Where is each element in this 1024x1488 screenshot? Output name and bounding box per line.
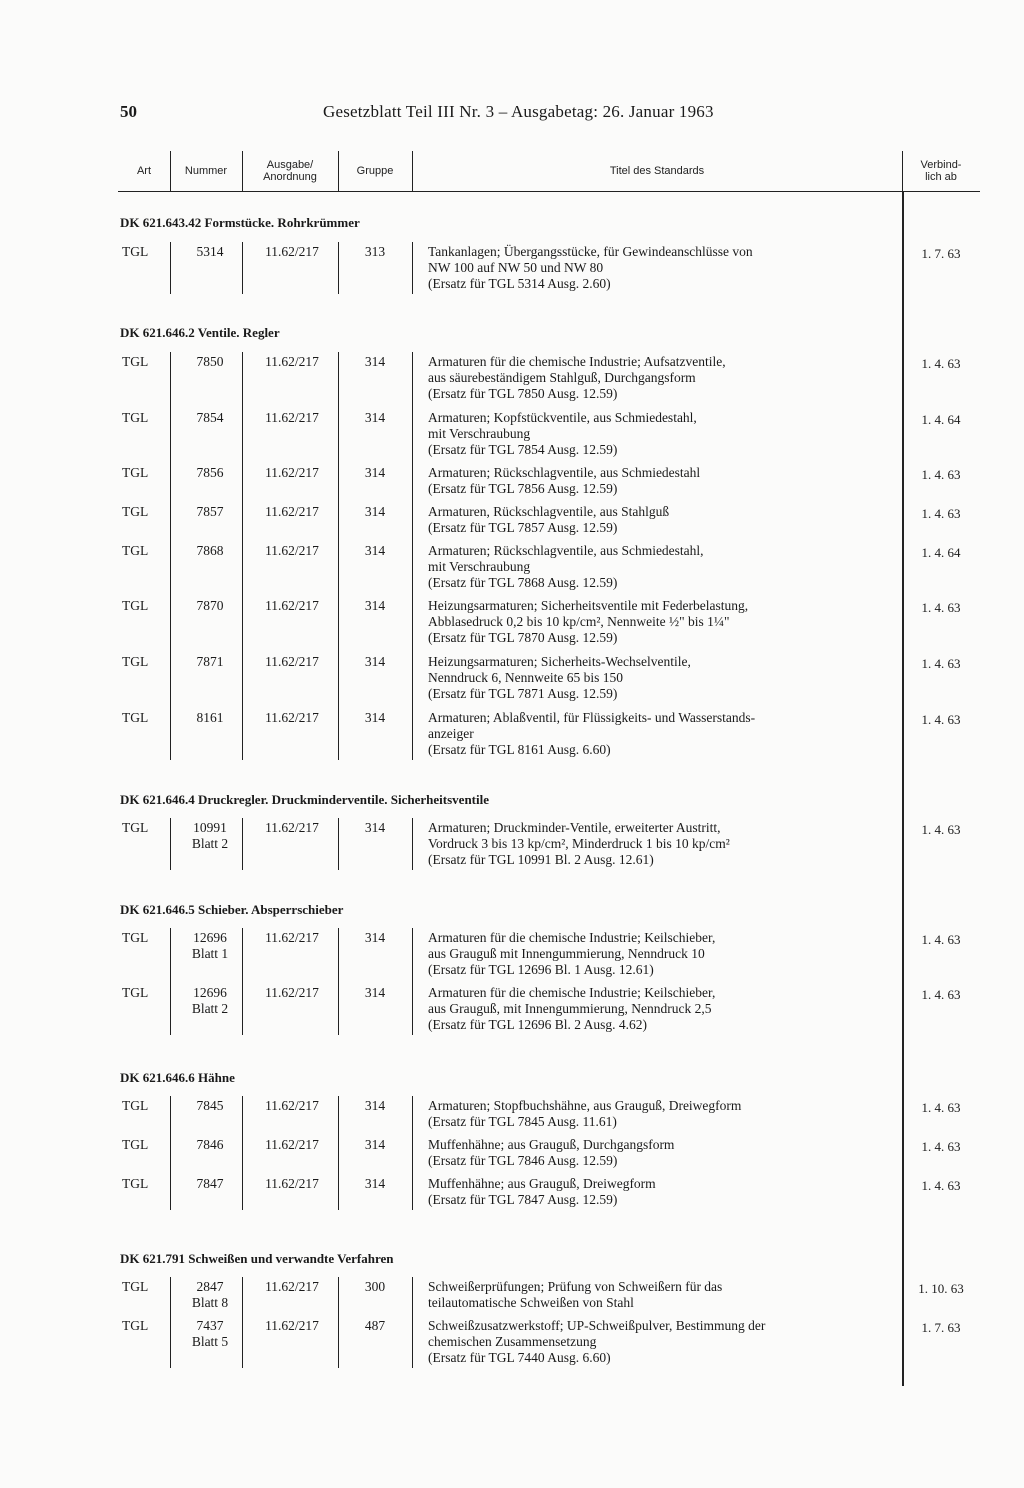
title-line: (Ersatz für TGL 12696 Bl. 1 Ausg. 12.61) (428, 962, 654, 977)
title-line: Abblasedruck 0,2 bis 10 kp/cm², Nennweite ½" bis 1¼" (428, 614, 730, 629)
table-row (118, 465, 980, 497)
title-line: Armaturen, Rückschlagventile, aus Stahlguß (428, 504, 670, 519)
nummer-sheet: Blatt 8 (191, 1295, 229, 1310)
nummer-value: 10991 (193, 820, 227, 835)
title-line: (Ersatz für TGL 7850 Ausg. 12.59) (428, 386, 618, 401)
column-divider (170, 928, 171, 1035)
column-divider (338, 1096, 339, 1210)
column-divider (338, 818, 339, 870)
title-line: (Ersatz für TGL 7846 Ausg. 12.59) (428, 1153, 618, 1168)
section-heading: DK 621.646.2 Ventile. Regler (120, 325, 280, 340)
column-divider (338, 928, 339, 1035)
gruppe-cell: 314 (364, 1137, 386, 1152)
title-line: (Ersatz für TGL 7868 Ausg. 12.59) (428, 575, 618, 590)
verbindlich-date: 1. 4. 63 (921, 712, 961, 727)
title-line: (Ersatz für TGL 7845 Ausg. 11.61) (428, 1114, 617, 1129)
title-cell (428, 244, 888, 292)
title-line: Armaturen; Rückschlagventile, aus Schmiedestahl, (428, 543, 704, 558)
verbindlich-date: 1. 4. 64 (921, 545, 961, 560)
column-header-verbindlich-line1: Verbind- (920, 159, 962, 171)
art-cell: TGL (122, 1176, 149, 1191)
column-divider (412, 151, 413, 191)
gruppe-cell: 314 (364, 543, 386, 558)
nummer-value: 7854 (196, 410, 224, 425)
title-line: Armaturen für die chemische Industrie; Keilschieber, (428, 930, 716, 945)
ausgabe-cell: 11.62/217 (265, 1137, 319, 1152)
title-line: Nenndruck 6, Nennweite 65 bis 150 (428, 670, 623, 685)
verbindlich-date: 1. 4. 63 (921, 932, 961, 947)
column-divider (412, 818, 413, 870)
table-row (118, 244, 980, 292)
ausgabe-cell: 11.62/217 (265, 930, 319, 945)
column-divider (242, 1096, 243, 1210)
verbindlich-date: 1. 4. 63 (921, 1100, 961, 1115)
verbindlich-date: 1. 4. 64 (921, 412, 961, 427)
nummer-value: 7846 (196, 1137, 224, 1152)
verbindlich-date: 1. 7. 63 (921, 1320, 961, 1335)
art-cell: TGL (122, 820, 149, 835)
table-row (118, 598, 980, 646)
nummer-cell (174, 985, 246, 1017)
gruppe-cell: 314 (364, 1176, 386, 1191)
nummer-cell (174, 930, 246, 962)
ausgabe-cell: 11.62/217 (265, 410, 319, 425)
nummer-value: 2847 (196, 1279, 224, 1294)
art-cell: TGL (122, 1279, 149, 1294)
art-cell: TGL (122, 1318, 149, 1333)
ausgabe-cell: 11.62/217 (265, 985, 319, 1000)
ausgabe-cell: 11.62/217 (265, 1279, 319, 1294)
table-row (118, 985, 980, 1033)
title-line: Armaturen; Druckminder-Ventile, erweiterter Austritt, (428, 820, 721, 835)
column-divider (242, 928, 243, 1035)
column-header-gruppe: Gruppe (356, 165, 394, 177)
title-line: Armaturen; Kopfstückventile, aus Schmiedestahl, (428, 410, 697, 425)
title-cell (428, 465, 888, 497)
title-line: aus Grauguß mit Innengummierung, Nenndruck 10 (428, 946, 705, 961)
gruppe-cell: 314 (364, 410, 386, 425)
nummer-cell (174, 1176, 246, 1192)
title-cell (428, 1137, 888, 1169)
table-row (118, 1318, 980, 1366)
column-divider (412, 352, 413, 760)
verbindlich-date: 1. 4. 63 (921, 656, 961, 671)
table-row (118, 1176, 980, 1208)
title-cell (428, 543, 888, 591)
nummer-sheet: Blatt 5 (191, 1334, 229, 1349)
column-divider (170, 352, 171, 760)
title-line: (Ersatz für TGL 7440 Ausg. 6.60) (428, 1350, 611, 1365)
column-divider (338, 242, 339, 294)
title-line: Armaturen für die chemische Industrie; Aufsatzventile, (428, 354, 726, 369)
nummer-cell (174, 543, 246, 559)
title-line: Muffenhähne; aus Grauguß, Durchgangsform (428, 1137, 675, 1152)
table-row (118, 410, 980, 458)
art-cell: TGL (122, 410, 149, 425)
title-line: Armaturen für die chemische Industrie; Keilschieber, (428, 985, 716, 1000)
nummer-value: 7850 (196, 354, 224, 369)
column-header-verbindlich (902, 151, 980, 191)
column-divider (902, 151, 903, 191)
title-line: Schweißzusatzwerkstoff; UP-Schweißpulver, Bestimmung der (428, 1318, 766, 1333)
verbindlich-date: 1. 7. 63 (921, 246, 961, 261)
title-line: (Ersatz für TGL 7857 Ausg. 12.59) (428, 520, 618, 535)
column-divider (170, 1277, 171, 1368)
ausgabe-cell: 11.62/217 (265, 710, 319, 725)
nummer-sheet: Blatt 2 (191, 836, 229, 851)
title-cell (428, 1098, 888, 1130)
title-line: mit Verschraubung (428, 426, 531, 441)
column-divider (242, 818, 243, 870)
title-cell (428, 654, 888, 702)
gruppe-cell: 314 (364, 1098, 386, 1113)
title-line: NW 100 auf NW 50 und NW 80 (428, 260, 604, 275)
table-header (118, 151, 980, 192)
table-row (118, 504, 980, 536)
gruppe-cell: 314 (364, 820, 386, 835)
art-cell: TGL (122, 504, 149, 519)
nummer-cell (174, 244, 246, 260)
ausgabe-cell: 11.62/217 (265, 465, 319, 480)
nummer-sheet: Blatt 1 (191, 946, 229, 961)
verbindlich-date: 1. 4. 63 (921, 1178, 961, 1193)
title-line: aus säurebeständigem Stahlguß, Durchgangsform (428, 370, 696, 385)
art-cell: TGL (122, 710, 149, 725)
nummer-cell (174, 598, 246, 614)
ausgabe-cell: 11.62/217 (265, 1318, 319, 1333)
table-row (118, 710, 980, 758)
page-header (120, 102, 900, 128)
column-header-verbindlich-line2: lich ab (925, 171, 957, 183)
title-line: (Ersatz für TGL 12696 Bl. 2 Ausg. 4.62) (428, 1017, 647, 1032)
verbindlich-date: 1. 4. 63 (921, 356, 961, 371)
title-line: (Ersatz für TGL 5314 Ausg. 2.60) (428, 276, 611, 291)
title-cell (428, 930, 888, 978)
table-row (118, 1098, 980, 1130)
section-heading: DK 621.646.4 Druckregler. Druckminderventile. Sicherheitsventile (120, 792, 490, 807)
gruppe-cell: 314 (364, 598, 386, 613)
column-header-ausgabe (242, 151, 338, 191)
nummer-value: 7868 (196, 543, 224, 558)
table-row (118, 543, 980, 591)
art-cell: TGL (122, 543, 149, 558)
title-line: Armaturen; Stopfbuchshähne, aus Grauguß, Dreiwegform (428, 1098, 742, 1113)
nummer-value: 7871 (196, 654, 224, 669)
ausgabe-cell: 11.62/217 (265, 1176, 319, 1191)
nummer-value: 7437 (196, 1318, 224, 1333)
column-header-art: Art (136, 165, 152, 177)
verbindlich-date: 1. 4. 63 (921, 600, 961, 615)
title-line: (Ersatz für TGL 8161 Ausg. 6.60) (428, 742, 611, 757)
art-cell: TGL (122, 354, 149, 369)
title-line: Armaturen; Ablaßventil, für Flüssigkeits- und Wasserstands- (428, 710, 756, 725)
column-divider (242, 151, 243, 191)
table-row (118, 1279, 980, 1311)
table-row (118, 654, 980, 702)
nummer-value: 12696 (193, 985, 227, 1000)
verbindlich-date: 1. 4. 63 (921, 506, 961, 521)
title-cell (428, 1176, 888, 1208)
title-cell (428, 1318, 888, 1366)
column-header-nummer: Nummer (184, 165, 228, 177)
gruppe-cell: 300 (364, 1279, 386, 1294)
art-cell: TGL (122, 1137, 149, 1152)
title-line: mit Verschraubung (428, 559, 531, 574)
title-line: Heizungsarmaturen; Sicherheitsventile mit Federbelastung, (428, 598, 749, 613)
ausgabe-cell: 11.62/217 (265, 820, 319, 835)
nummer-cell (174, 1279, 246, 1311)
column-divider (412, 1277, 413, 1368)
section-heading: DK 621.791 Schweißen und verwandte Verfahren (120, 1251, 394, 1266)
verbindlich-date: 1. 4. 63 (921, 987, 961, 1002)
nummer-cell (174, 820, 246, 852)
title-line: (Ersatz für TGL 7870 Ausg. 12.59) (428, 630, 618, 645)
title-cell (428, 504, 888, 536)
nummer-value: 12696 (193, 930, 227, 945)
section-heading: DK 621.646.6 Hähne (120, 1070, 235, 1085)
table-row (118, 354, 980, 402)
nummer-sheet: Blatt 2 (191, 1001, 229, 1016)
nummer-value: 7856 (196, 465, 224, 480)
gruppe-cell: 314 (364, 354, 386, 369)
column-divider (412, 928, 413, 1035)
nummer-cell (174, 465, 246, 481)
verbindlich-date: 1. 10. 63 (918, 1281, 964, 1296)
nummer-cell (174, 354, 246, 370)
column-divider (412, 242, 413, 294)
gruppe-cell: 314 (364, 504, 386, 519)
title-line: chemischen Zusammensetzung (428, 1334, 597, 1349)
table-row (118, 930, 980, 978)
title-cell (428, 598, 888, 646)
art-cell: TGL (122, 244, 149, 259)
title-cell (428, 820, 888, 868)
gruppe-cell: 313 (364, 244, 386, 259)
title-line: Tankanlagen; Übergangsstücke, für Gewindeanschlüsse von (428, 244, 753, 259)
nummer-cell (174, 1098, 246, 1114)
ausgabe-cell: 11.62/217 (265, 504, 319, 519)
title-line: (Ersatz für TGL 10991 Bl. 2 Ausg. 12.61) (428, 852, 654, 867)
title-line: aus Grauguß, mit Innengummierung, Nenndruck 2,5 (428, 1001, 712, 1016)
title-line: Vordruck 3 bis 13 kp/cm², Minderdruck 1 bis 10 kp/cm² (428, 836, 730, 851)
verbindlich-date: 1. 4. 63 (921, 1139, 961, 1154)
gruppe-cell: 314 (364, 930, 386, 945)
verbindlich-date: 1. 4. 63 (921, 822, 961, 837)
column-divider (338, 1277, 339, 1368)
column-header-ausgabe-line2: Anordnung (263, 171, 317, 183)
column-divider (338, 352, 339, 760)
title-cell (428, 985, 888, 1033)
ausgabe-cell: 11.62/217 (265, 598, 319, 613)
ausgabe-cell: 11.62/217 (265, 654, 319, 669)
verbindlich-date: 1. 4. 63 (921, 467, 961, 482)
art-cell: TGL (122, 930, 149, 945)
title-cell (428, 410, 888, 458)
column-divider (242, 352, 243, 760)
ausgabe-cell: 11.62/217 (265, 543, 319, 558)
title-line: (Ersatz für TGL 7847 Ausg. 12.59) (428, 1192, 618, 1207)
column-divider (170, 818, 171, 870)
column-divider (338, 151, 339, 191)
section-heading: DK 621.643.42 Formstücke. Rohrkrümmer (120, 215, 360, 230)
title-line: (Ersatz für TGL 7856 Ausg. 12.59) (428, 481, 618, 496)
art-cell: TGL (122, 1098, 149, 1113)
title-line: teilautomatische Schweißen von Stahl (428, 1295, 634, 1310)
nummer-cell (174, 710, 246, 726)
ausgabe-cell: 11.62/217 (265, 244, 319, 259)
nummer-cell (174, 1318, 246, 1350)
nummer-value: 7847 (196, 1176, 224, 1191)
gruppe-cell: 314 (364, 985, 386, 1000)
art-cell: TGL (122, 465, 149, 480)
gruppe-cell: 314 (364, 465, 386, 480)
title-line: Muffenhähne; aus Grauguß, Dreiwegform (428, 1176, 656, 1191)
column-header-titel: Titel des Standards (609, 165, 705, 177)
gruppe-cell: 314 (364, 710, 386, 725)
column-divider (170, 1096, 171, 1210)
gruppe-cell: 314 (364, 654, 386, 669)
column-divider (170, 151, 171, 191)
column-divider (170, 242, 171, 294)
nummer-value: 5314 (196, 244, 224, 259)
table-row (118, 820, 980, 868)
column-divider (242, 242, 243, 294)
art-cell: TGL (122, 598, 149, 613)
title-line: (Ersatz für TGL 7871 Ausg. 12.59) (428, 686, 618, 701)
nummer-value: 8161 (196, 710, 224, 725)
nummer-value: 7845 (196, 1098, 224, 1113)
title-cell (428, 710, 888, 758)
column-divider (412, 1096, 413, 1210)
title-line: (Ersatz für TGL 7854 Ausg. 12.59) (428, 442, 618, 457)
nummer-value: 7870 (196, 598, 224, 613)
gruppe-cell: 487 (364, 1318, 386, 1333)
nummer-cell (174, 410, 246, 426)
title-line: Heizungsarmaturen; Sicherheits-Wechselventile, (428, 654, 691, 669)
ausgabe-cell: 11.62/217 (265, 1098, 319, 1113)
title-cell (428, 354, 888, 402)
nummer-cell (174, 504, 246, 520)
art-cell: TGL (122, 985, 149, 1000)
art-cell: TGL (122, 654, 149, 669)
section-heading: DK 621.646.5 Schieber. Absperrschieber (120, 902, 344, 917)
page-number: 50 (120, 102, 137, 121)
column-divider (242, 1277, 243, 1368)
title-cell (428, 1279, 888, 1311)
ausgabe-cell: 11.62/217 (265, 354, 319, 369)
column-header-ausgabe-line1: Ausgabe/ (266, 159, 314, 171)
title-line: Armaturen; Rückschlagventile, aus Schmiedestahl (428, 465, 701, 480)
title-line: Schweißerprüfungen; Prüfung von Schweißern für das (428, 1279, 723, 1294)
nummer-value: 7857 (196, 504, 224, 519)
title-line: anzeiger (428, 726, 474, 741)
table-row (118, 1137, 980, 1169)
page-title: Gesetzblatt Teil III Nr. 3 – Ausgabetag: 26. Januar 1963 (323, 102, 714, 121)
nummer-cell (174, 654, 246, 670)
nummer-cell (174, 1137, 246, 1153)
